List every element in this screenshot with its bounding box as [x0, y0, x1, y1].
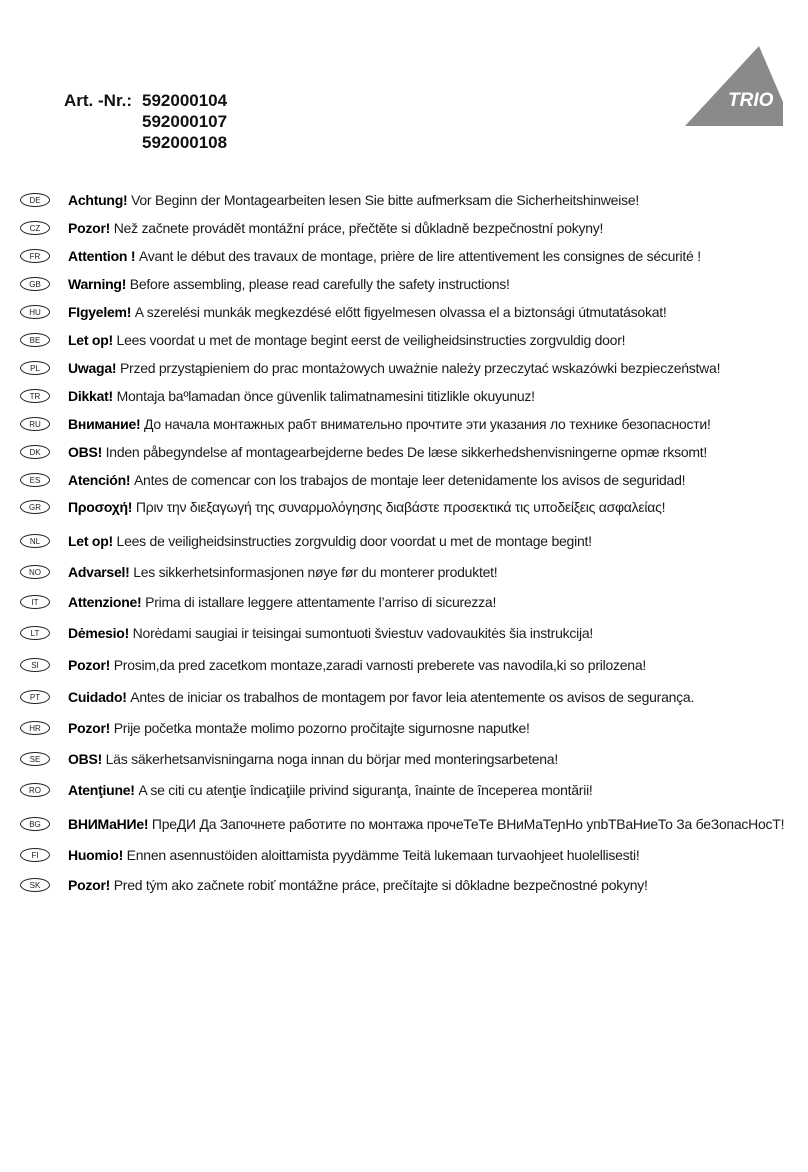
safety-notice-item [20, 561, 798, 585]
safety-notice-item [20, 530, 798, 554]
warning-word: Let op! [68, 533, 113, 549]
country-code-badge: GB [20, 277, 50, 291]
article-number: 592000108 [142, 133, 228, 152]
warning-word: Dėmesio! [68, 625, 130, 641]
safety-notice-item [20, 441, 798, 465]
country-code-badge: HU [20, 305, 50, 319]
safety-notice-item [20, 844, 798, 868]
article-number: 592000107 [142, 112, 228, 131]
country-code-badge: BG [20, 817, 50, 831]
safety-notice-item [20, 813, 798, 837]
country-code-badge: DE [20, 193, 50, 207]
notice-text: Prima di istallare leggere attentamente l’arriso di sicurezza! [145, 594, 497, 610]
notice-line [68, 751, 558, 767]
notice-text: Lees de veiligheidsinstructies zorgvuldig door voordat u met de montage begint! [116, 533, 592, 549]
notice-line [68, 304, 667, 320]
warning-word: Advarsel! [68, 564, 130, 580]
notice-text: Norėdami saugiai ir teisingai sumontuoti šviestuv vadovaukitės šia instrukcija! [132, 625, 594, 641]
notice-line [68, 220, 603, 236]
warning-word: Uwaga! [68, 360, 117, 376]
safety-notice-item [20, 874, 798, 898]
warning-word: Pozor! [68, 877, 111, 893]
notice-text: A szerelési munkák megkezdésé előtt figyelmesen olvassa el a biztonsági útmutatásokat! [134, 304, 667, 320]
notice-line [68, 594, 496, 610]
notice-line [68, 388, 535, 404]
notice-text: A se citi cu atenţie îndicaţiile privind siguranţa, înainte de începerea montării! [138, 782, 593, 798]
notice-line [68, 248, 701, 264]
country-code-badge: BE [20, 333, 50, 347]
warning-word: Dikkat! [68, 388, 113, 404]
notice-text: Przed przystąpieniem do prac montażowych uważnie należy przeczytać wskazówki bezpieczeństwa! [119, 360, 721, 376]
notice-text: Lees voordat u met de montage begint eerst de veiligheidsinstructies zorgvuldig door! [116, 332, 626, 348]
notice-text: Pred tým ako začnete robiť montážne práce, prečítajte si dôkladne bezpečnostné pokyny! [113, 877, 648, 893]
warning-word: Pozor! [68, 657, 111, 673]
safety-notice-item [20, 385, 798, 409]
warning-word: ВНИМаНИе! [68, 816, 149, 832]
notice-text: Vor Beginn der Montagearbeiten lesen Sie bitte aufmerksam die Sicherheitshinweise! [131, 192, 639, 208]
safety-notice-item [20, 748, 798, 772]
notice-text: До начала монтажных рабт внимательно прочтите эти указания ло технике безопасности! [144, 416, 711, 432]
notice-line [68, 332, 625, 348]
notice-text: Antes de iniciar os trabalhos de montagem por favor leia atentemente os avisos de segurança. [130, 689, 695, 705]
notice-text: Avant le début des travaux de montage, prière de lire attentivement les consignes de sécurité ! [138, 248, 701, 264]
safety-notice-item [20, 329, 798, 353]
notice-line [68, 625, 593, 641]
country-code-badge: SI [20, 658, 50, 672]
country-code-badge: HR [20, 721, 50, 735]
warning-word: Pozor! [68, 720, 111, 736]
notice-line [68, 533, 592, 549]
notice-line [68, 720, 530, 736]
country-code-badge: PL [20, 361, 50, 375]
notice-line [68, 360, 720, 376]
logo-text: TRIO [728, 90, 774, 111]
warning-word: OBS! [68, 751, 102, 767]
warning-word: Προσοχή! [68, 499, 133, 515]
notice-text: ПреДИ Да Започнете работите по монтажа прочеТеТе ВНиМаТеɲНо упbТВаНиеТо За беЗопасНосТ! [151, 816, 785, 832]
notice-text: Les sikkerhetsinformasjonen nøye før du monterer produktet! [133, 564, 498, 580]
notice-text: Antes de comencar con los trabajos de montaje leer detenidamente los avisos de seguridad! [133, 472, 686, 488]
safety-notice-item [20, 591, 798, 615]
warning-word: Atención! [68, 472, 131, 488]
safety-notice-item [20, 686, 798, 710]
safety-notice-item [20, 217, 798, 241]
warning-word: Pozor! [68, 220, 111, 236]
notice-text: Inden påbegyndelse af montagearbejderne bedes De læse sikkerhedshenvisningerne opmæ rksomt! [105, 444, 708, 460]
notice-text: Ennen asennustöiden aloittamista pyydämme Teitä lukemaan turvaohjeet huolellisesti! [126, 847, 640, 863]
notice-line [68, 472, 685, 488]
article-number-label: Art. -Nr.: [64, 91, 132, 110]
notice-text: Než začnete provádět montážní práce, přečtěte si důkladně bezpečnostní pokyny! [113, 220, 604, 236]
warning-word: Attention ! [68, 248, 136, 264]
safety-notice-item [20, 413, 798, 437]
notice-text: Prosim,da pred zacetkom montaze,zaradi varnosti preberete vas navodila,ki so prilozena! [113, 657, 647, 673]
notice-line [68, 816, 784, 832]
safety-notice-item [20, 654, 798, 678]
safety-notice-item [20, 357, 798, 381]
notice-line [68, 192, 639, 208]
notice-line [68, 276, 510, 292]
country-code-badge: DK [20, 445, 50, 459]
notice-text: Montaja baºlamadan önce güvenlik talimatnamesini titizlikle okuyunuz! [116, 388, 535, 404]
safety-notice-item [20, 189, 798, 213]
warning-word: Внимание! [68, 416, 141, 432]
warning-word: Warning! [68, 276, 127, 292]
country-code-badge: LT [20, 626, 50, 640]
country-code-badge: SK [20, 878, 50, 892]
warning-word: Attenzione! [68, 594, 142, 610]
warning-word: Let op! [68, 332, 113, 348]
notice-line [68, 689, 694, 705]
safety-notice-item [20, 779, 798, 803]
warning-word: FIgyelem! [68, 304, 132, 320]
country-code-badge: SE [20, 752, 50, 766]
country-code-badge: TR [20, 389, 50, 403]
notice-line [68, 564, 497, 580]
article-number: 592000104 [142, 91, 228, 110]
safety-notice-item [20, 273, 798, 297]
country-code-badge: FI [20, 848, 50, 862]
country-code-badge: GR [20, 500, 50, 514]
notice-line [68, 782, 593, 798]
country-code-badge: ES [20, 473, 50, 487]
warning-word: Huomio! [68, 847, 124, 863]
notice-text: Prije početka montaže molimo pozorno pročitajte sigurnosne naputke! [113, 720, 530, 736]
country-code-badge: FR [20, 249, 50, 263]
country-code-badge: IT [20, 595, 50, 609]
warning-word: Cuidado! [68, 689, 127, 705]
notice-line [68, 877, 648, 893]
safety-notice-item [20, 245, 798, 269]
notice-line [68, 499, 665, 515]
notice-line [68, 416, 711, 432]
safety-notice-item [20, 622, 798, 646]
notice-line [68, 444, 707, 460]
safety-notice-item [20, 717, 798, 741]
safety-notice-item [20, 496, 798, 520]
notice-line [68, 847, 640, 863]
notice-text: Πριν την διεξαγωγή της συναρμολόγησης διαβάστε προσεκτικά τις υποδείξεις ασφαλείας! [135, 499, 666, 515]
notice-line [68, 657, 646, 673]
safety-notice-item [20, 301, 798, 325]
country-code-badge: CZ [20, 221, 50, 235]
country-code-badge: RO [20, 783, 50, 797]
notice-text: Before assembling, please read carefully the safety instructions! [129, 276, 510, 292]
safety-notice-item [20, 469, 798, 493]
country-code-badge: RU [20, 417, 50, 431]
notice-text: Läs säkerhetsanvisningarna noga innan du börjar med monteringsarbetena! [105, 751, 558, 767]
country-code-badge: PT [20, 690, 50, 704]
warning-word: Atenţiune! [68, 782, 135, 798]
warning-word: OBS! [68, 444, 102, 460]
country-code-badge: NL [20, 534, 50, 548]
warning-word: Achtung! [68, 192, 128, 208]
country-code-badge: NO [20, 565, 50, 579]
